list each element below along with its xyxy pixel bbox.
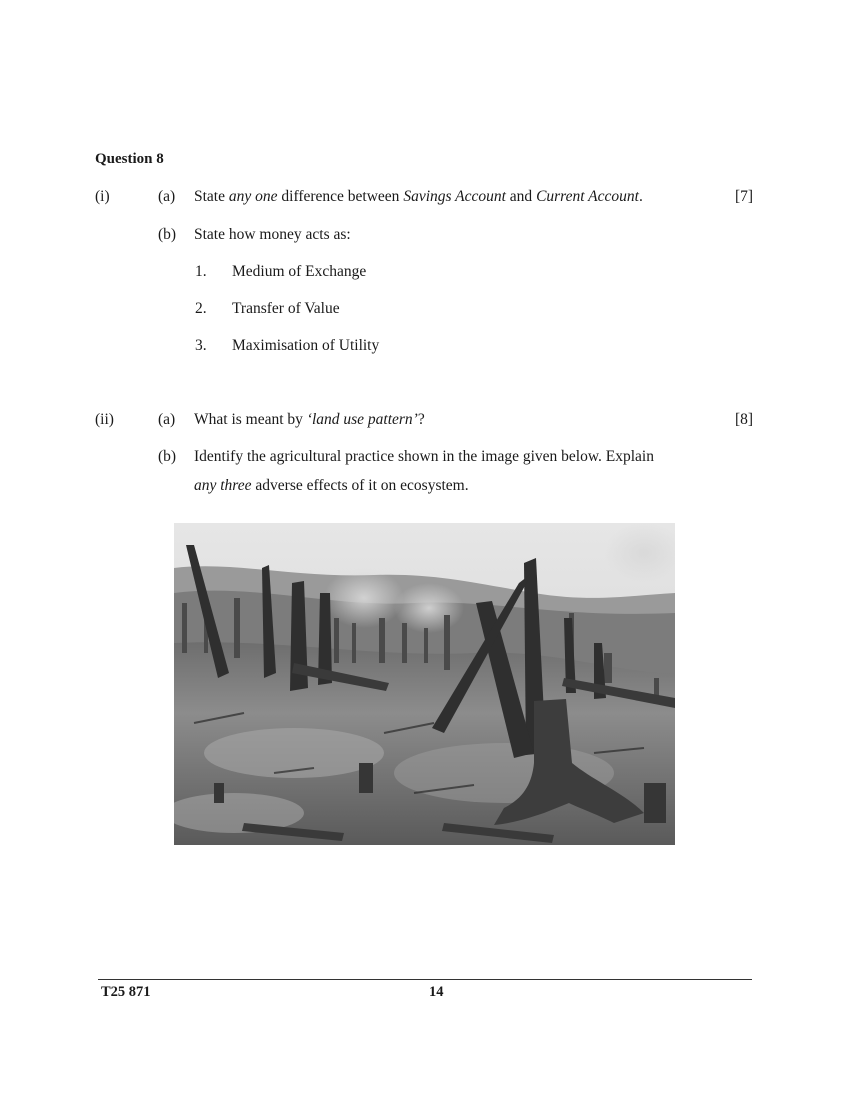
text-run-italic: Current Account [536, 188, 639, 205]
text-run: difference between [277, 188, 404, 205]
part-i-b-label: (b) [158, 226, 177, 243]
list-item-num: 3. [195, 337, 207, 354]
text-run: . [638, 188, 643, 205]
part-ii-label: (ii) [95, 411, 114, 428]
text-run-italic: any one [228, 188, 278, 205]
part-ii-b-line2 [194, 477, 469, 495]
part-i-a-text [194, 188, 643, 206]
slash-and-burn-photo [174, 523, 675, 845]
part-i-b-text: State how money acts as: [194, 226, 351, 243]
text-run-italic: any three [194, 477, 252, 494]
footer-code: T25 871 [101, 984, 151, 1000]
part-ii-a-label: (a) [158, 411, 176, 428]
list-item-num: 2. [195, 300, 207, 317]
question-title: Question 8 [95, 151, 164, 167]
list-item-text: Medium of Exchange [232, 263, 367, 280]
part-ii-b-line1: Identify the agricultural practice shown in the image given below. Explain [194, 448, 654, 465]
text-run: State [194, 188, 229, 205]
part-ii-marks: [8] [735, 411, 754, 428]
text-run: adverse effects of it on ecosystem. [251, 477, 469, 494]
text-run: ? [417, 411, 425, 428]
part-i-marks: [7] [735, 188, 754, 205]
part-ii-a-text [194, 411, 425, 429]
list-item-text: Transfer of Value [232, 300, 340, 317]
footer-rule [98, 979, 752, 980]
text-run-italic: ‘land use pattern’ [306, 411, 418, 428]
text-run: What is meant by [194, 411, 307, 428]
page-number: 14 [429, 984, 444, 1000]
part-i-a-label: (a) [158, 188, 176, 205]
text-run: and [505, 188, 537, 205]
part-ii-b-label: (b) [158, 448, 177, 465]
list-item-num: 1. [195, 263, 207, 280]
part-i-label: (i) [95, 188, 110, 205]
text-run-italic: Savings Account [403, 188, 506, 205]
list-item-text: Maximisation of Utility [232, 337, 380, 354]
